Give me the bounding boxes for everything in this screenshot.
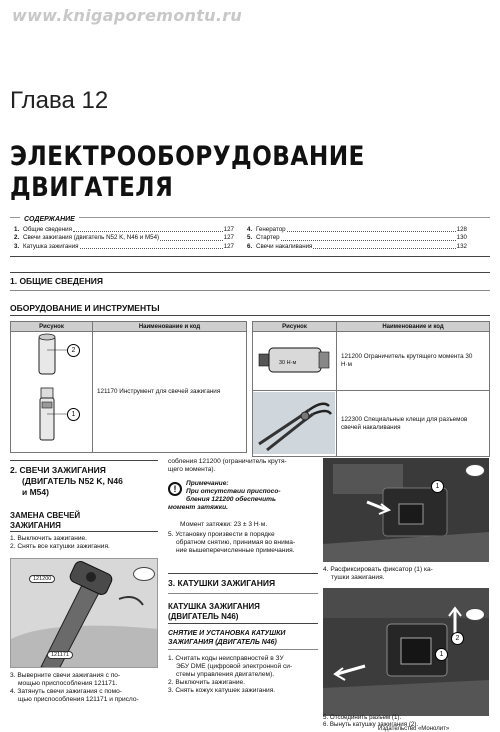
section-rule <box>168 573 318 574</box>
table-header: Наименование и код <box>93 322 247 332</box>
table-header: Рисунок <box>11 322 93 332</box>
replace-plugs-heading: ЗАМЕНА СВЕЧЕЙ ЗАЖИГАНИЯ <box>10 511 81 530</box>
figure-cell <box>11 332 93 453</box>
figure-cell <box>253 391 337 457</box>
figure-cell <box>253 332 337 391</box>
table-desc-cell <box>93 332 247 453</box>
col1-steps-top: 1. Выключить зажигание. 2. Снять все катушки зажигания. <box>10 535 110 551</box>
coil-removal-heading: СНЯТИЕ И УСТАНОВКА КАТУШКИ ЗАЖИГАНИЯ (ДВИГАТЕЛЬ N46) <box>168 630 286 646</box>
table-desc-cell <box>337 391 490 457</box>
tool-description: 121170 Инструмент для свечей зажигания <box>97 388 221 395</box>
caption-step6: 6. Вынуть катушку зажигания (2). <box>323 721 419 728</box>
sub-rule <box>168 623 318 624</box>
pliers-illustration <box>253 392 335 454</box>
tool-description: 122300 Специальные клещи для разъемов свечей накаливания <box>341 415 468 431</box>
coil-latch-photo <box>323 458 489 562</box>
note-continued: бления 121200 обеспечить момент затяжки. <box>168 496 276 512</box>
caption-steps-5-6: 5. Отсоединить разъем (1). 6. Вынуть катушку зажигания (2). <box>323 714 491 728</box>
col2-continued-text: собления 121200 (ограничитель крутя- щего момента). <box>168 458 287 474</box>
torque-label: 30 Н·м <box>279 360 297 366</box>
engine-logo-icon <box>465 608 485 621</box>
coil-connector-photo <box>323 588 489 716</box>
callout-1: 1 <box>435 648 448 661</box>
section-rule <box>168 593 318 594</box>
figure-label-121171: 121171 <box>47 651 73 659</box>
toc-right <box>247 226 467 251</box>
callout-2: 2 <box>67 344 80 357</box>
section-1-heading: 1. ОБЩИЕ СВЕДЕНИЯ <box>10 276 104 286</box>
caption-step4: 4. Расфиксировать фиксатор (1) ка- тушки зажигания. <box>323 566 433 582</box>
col2-coil-steps: 1. Считать коды неисправностей в ЗУ ЭБУ DME (цифровой электронной си- стемы управления двигателем). 2. Выключить зажигание. 3. Снять кожух катушек зажигания. <box>168 655 293 695</box>
toc-item[interactable]: 2. Свечи зажигания (двигатель N52 K, N46 и M54) 127 <box>14 234 234 242</box>
warning-icon: ! <box>168 482 182 496</box>
col2-step5: 5. Установку произвести в порядке обратном снятию, принимая во внима- ние вышеперечисленные примечания. <box>168 531 296 555</box>
toc-label: СОДЕРЖАНИЕ <box>20 216 79 223</box>
chapter-heading: Глава 12 <box>10 87 109 114</box>
table-desc-cell <box>337 332 490 391</box>
equipment-heading: ОБОРУДОВАНИЕ И ИНСТРУМЕНТЫ <box>10 303 160 313</box>
toc-bottom-rule <box>10 256 490 257</box>
page-title-line2: ДВИГАТЕЛЯ <box>10 172 174 203</box>
col1-steps-bottom: 3. Выверните свечи зажигания с по- мощью приспособления 121171. 4. Затянуть свечи зажигания с помо- щью приспособления 121171 и присло- <box>10 672 139 704</box>
table-header: Наименование и код <box>337 322 490 332</box>
publisher-footer: Издательство «Монолит» <box>378 726 450 732</box>
site-watermark: www.knigaporemontu.ru <box>12 6 243 25</box>
toc-item[interactable]: 5. Стартер 130 <box>247 234 467 242</box>
section-3-heading: 3. КАТУШКИ ЗАЖИГАНИЯ <box>168 578 276 588</box>
callout-1: 1 <box>67 408 80 421</box>
toc-item[interactable]: 6. Свечи накаливания 132 <box>247 242 467 250</box>
sub-rule <box>10 531 158 532</box>
spark-plug-photo <box>10 558 158 668</box>
toc-divider <box>10 217 490 226</box>
section-rule <box>10 290 490 291</box>
equipment-table-right <box>252 321 490 457</box>
section-rule <box>10 272 490 273</box>
tool-description: 121200 Ограничитель крутящего момента 30 Н·м <box>341 353 473 368</box>
toc-item[interactable]: 4. Генератор 128 <box>247 226 467 233</box>
toc-left <box>14 226 234 251</box>
sub-rule <box>168 649 318 650</box>
toc-item[interactable]: 1. Общие сведения 127 <box>14 226 234 233</box>
toc-item[interactable]: 3. Катушка зажигания 127 <box>14 242 234 250</box>
equipment-table-left <box>10 321 247 453</box>
callout-1: 1 <box>431 480 444 493</box>
engine-logo-icon <box>133 567 155 581</box>
equipment-rule <box>10 315 490 316</box>
torque-spec: Момент затяжки: 23 ± 3 Н·м. <box>180 521 268 528</box>
engine-logo-icon <box>465 464 485 477</box>
callout-2: 2 <box>451 632 464 645</box>
table-header: Рисунок <box>253 322 337 332</box>
page-title-line1: ЭЛЕКТРООБОРУДОВАНИЕ <box>10 141 365 172</box>
section-2-heading: 2. СВЕЧИ ЗАЖИГАНИЯ (ДВИГАТЕЛЬ N52 K, N46 и M54) <box>10 465 123 497</box>
coil-heading: КАТУШКА ЗАЖИГАНИЯ (ДВИГАТЕЛЬ N46) <box>168 602 260 621</box>
note-block: Примечание: При отсутствии приспосо- <box>186 480 281 496</box>
figure-label-121200: 121200 <box>29 575 55 583</box>
section-rule <box>10 460 158 461</box>
